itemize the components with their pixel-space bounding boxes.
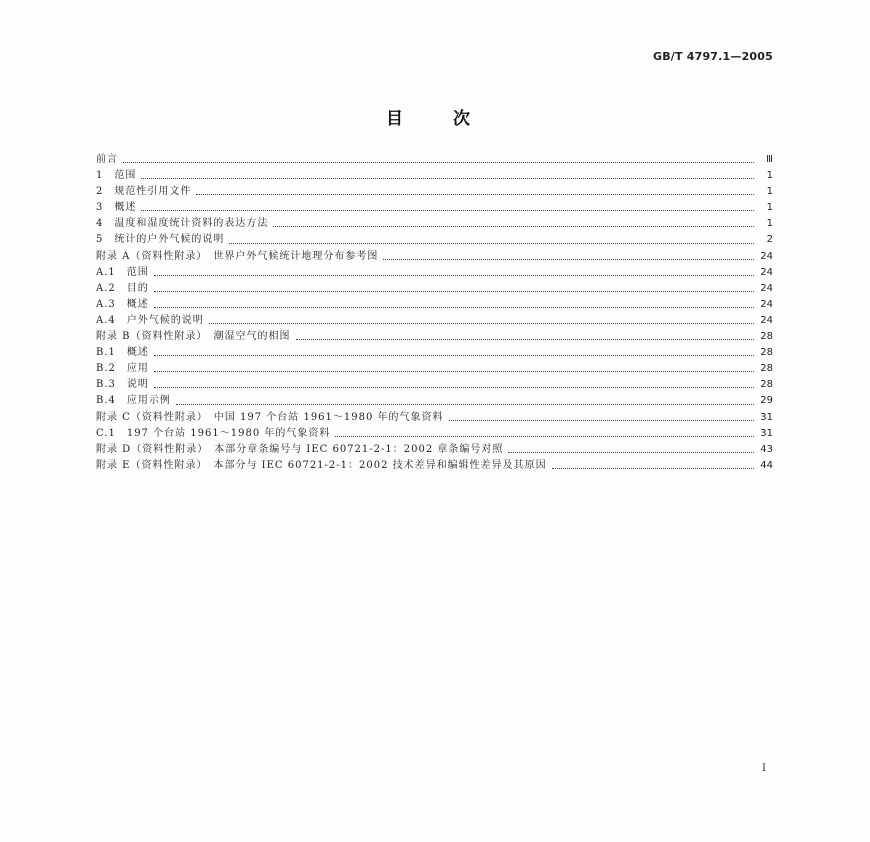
toc-entry[interactable] (96, 152, 773, 168)
toc-entry-label: C.1 197 个台站 1961～1980 年的气象资料 (96, 427, 331, 439)
page-title: 目次 (386, 109, 520, 129)
toc-entry[interactable] (96, 249, 773, 265)
toc-entry-label: 5 统计的户外气候的说明 (96, 234, 225, 246)
toc-entry[interactable] (96, 313, 773, 329)
toc-entry[interactable] (96, 168, 773, 184)
toc-leader-dots (123, 162, 754, 163)
toc-leader-dots (209, 323, 754, 324)
toc-entry-page: Ⅲ (766, 154, 773, 165)
toc-entry-page: 24 (760, 282, 773, 294)
toc-leader-dots (154, 291, 754, 292)
table-of-contents (96, 152, 773, 474)
toc-leader-dots (141, 210, 754, 211)
toc-entry-page: 1 (766, 202, 773, 214)
toc-entry[interactable] (96, 281, 773, 297)
toc-leader-dots (383, 259, 754, 260)
standard-number: GB/T 4797.1—2005 (652, 50, 773, 63)
toc-leader-dots (229, 243, 754, 244)
toc-leader-dots (154, 275, 754, 276)
toc-entry-page: 1 (766, 186, 773, 198)
toc-entry-page: 31 (760, 411, 773, 423)
toc-entry[interactable] (96, 200, 773, 216)
toc-entry[interactable] (96, 329, 773, 345)
toc-entry-label: 前言 (96, 154, 118, 165)
page-number: Ⅰ (762, 763, 766, 774)
toc-leader-dots (508, 452, 754, 453)
toc-entry[interactable] (96, 232, 773, 248)
toc-entry-label: B.4 应用示例 (96, 395, 171, 407)
toc-entry-label: 附录 A（资料性附录） 世界户外气候统计地理分布参考图 (96, 250, 379, 262)
toc-leader-dots (154, 371, 754, 372)
toc-leader-dots (296, 339, 754, 340)
toc-entry-page: 28 (760, 363, 773, 375)
toc-entry-label: B.2 应用 (96, 363, 149, 375)
toc-entry-page: 24 (760, 250, 773, 262)
toc-leader-dots (273, 226, 754, 227)
toc-entry-page: 28 (760, 379, 773, 391)
toc-entry-label: 2 规范性引用文件 (96, 186, 192, 198)
toc-leader-dots (176, 404, 754, 405)
toc-entry-page: 44 (760, 459, 773, 471)
toc-entry-page: 43 (760, 443, 773, 455)
toc-entry[interactable] (96, 184, 773, 200)
toc-entry-label: 附录 E（资料性附录） 本部分与 IEC 60721-2-1：2002 技术差异和编辑性差异及其原因 (96, 459, 547, 471)
toc-leader-dots (154, 355, 754, 356)
toc-leader-dots (141, 178, 754, 179)
toc-leader-dots (449, 420, 754, 421)
toc-leader-dots (154, 387, 754, 388)
toc-entry-label: A.2 目的 (96, 282, 149, 294)
toc-entry-label: B.1 概述 (96, 347, 149, 359)
toc-entry[interactable] (96, 297, 773, 313)
toc-entry-label: 附录 B（资料性附录） 潮湿空气的相图 (96, 331, 291, 343)
toc-entry-page: 2 (766, 234, 773, 246)
toc-entry-label: B.3 说明 (96, 379, 149, 391)
toc-entry[interactable] (96, 377, 773, 393)
toc-entry[interactable] (96, 216, 773, 232)
toc-entry[interactable] (96, 458, 773, 474)
toc-entry-page: 1 (766, 218, 773, 230)
toc-entry[interactable] (96, 345, 773, 361)
toc-entry-label: 附录 C（资料性附录） 中国 197 个台站 1961～1980 年的气象资料 (96, 411, 444, 423)
toc-entry[interactable] (96, 410, 773, 426)
toc-entry-page: 24 (760, 298, 773, 310)
toc-entry[interactable] (96, 426, 773, 442)
toc-entry-label: A.3 概述 (96, 298, 149, 310)
toc-entry[interactable] (96, 361, 773, 377)
toc-leader-dots (196, 194, 754, 195)
toc-entry-page: 31 (760, 427, 773, 439)
toc-entry-label: A.1 范围 (96, 266, 149, 278)
toc-entry-page: 28 (760, 347, 773, 359)
toc-entry-label: 4 温度和湿度统计资料的表达方法 (96, 218, 269, 230)
toc-entry-label: A.4 户外气候的说明 (96, 314, 204, 326)
toc-entry-label: 3 概述 (96, 202, 137, 214)
toc-entry-label: 附录 D（资料性附录） 本部分章条编号与 IEC 60721-2-1：2002 章条编号对照 (96, 443, 504, 455)
toc-entry-label: 1 范围 (96, 170, 137, 182)
toc-entry-page: 29 (760, 395, 773, 407)
toc-entry-page: 24 (760, 314, 773, 326)
toc-leader-dots (552, 468, 754, 469)
toc-entry[interactable] (96, 393, 773, 409)
toc-entry[interactable] (96, 265, 773, 281)
toc-entry-page: 24 (760, 266, 773, 278)
toc-entry-page: 1 (766, 170, 773, 182)
toc-entry[interactable] (96, 442, 773, 458)
toc-entry-page: 28 (760, 331, 773, 343)
toc-leader-dots (335, 436, 754, 437)
toc-leader-dots (154, 307, 754, 308)
